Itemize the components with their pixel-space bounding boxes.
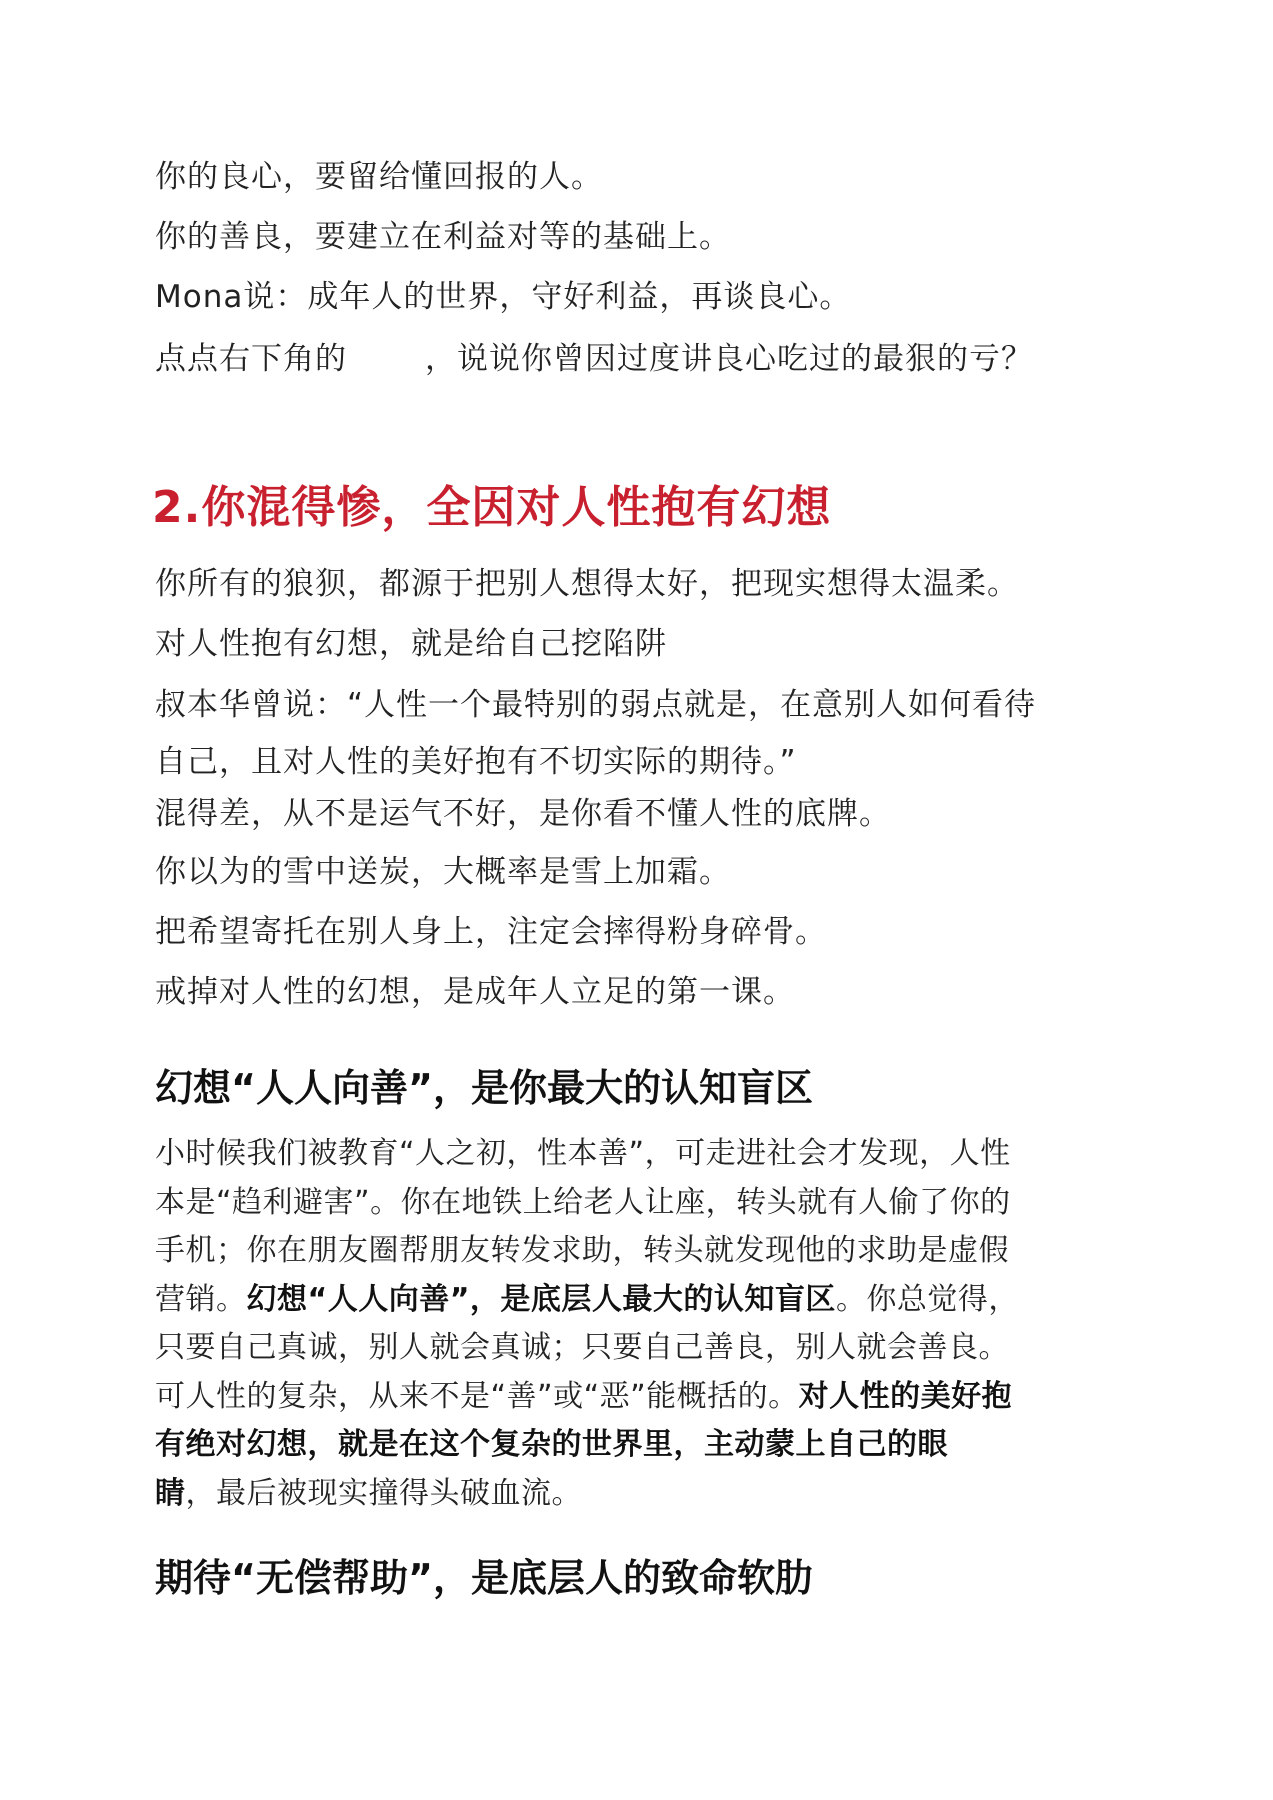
para-text: 可人性的复杂，从来不是“善”或“恶”能概括的。	[155, 1378, 799, 1414]
para-text: ，最后被现实撞得头破血流。	[185, 1475, 582, 1511]
text-line: 对人性抱有幻想，就是给自己挖陷阱	[155, 626, 667, 662]
para-line	[155, 1470, 1120, 1519]
para-bold-text: 幻想“人人向善”，是底层人最大的认知盲区	[246, 1281, 836, 1317]
para-bold-text: 对人性的美好抱	[798, 1378, 1013, 1414]
para-text: 营销。	[155, 1281, 247, 1317]
para-text: 。你总觉得，	[835, 1281, 1019, 1317]
para-bold-text: 睛	[155, 1475, 186, 1511]
text-line: 你以为的雪中送炭，大概率是雪上加霜。	[155, 854, 731, 890]
para-bold-text: 有绝对幻想，就是在这个复杂的世界里，主动蒙上自己的眼	[155, 1427, 948, 1462]
text-line: 你的善良，要建立在利益对等的基础上。	[155, 219, 731, 255]
cta-line	[155, 337, 1033, 381]
text-line: Mona说：成年人的世界，守好利益，再谈良心。	[155, 279, 852, 315]
text-line: 叔本华曾说：“人性一个最特别的弱点就是，在意别人如何看待	[155, 687, 1037, 723]
text-line: 自己，且对人性的美好抱有不切实际的期待。”	[155, 744, 797, 780]
text-line: 你所有的狼狈，都源于把别人想得太好，把现实想得太温柔。	[155, 566, 1019, 602]
paragraph	[155, 1130, 1120, 1518]
para-line: 只要自己真诚，别人就会真诚；只要自己善良，别人就会善良。	[155, 1330, 1009, 1365]
para-line: 小时候我们被教育“人之初，性本善”，可走进社会才发现，人性	[155, 1136, 1011, 1171]
text-line: 把希望寄托在别人身上，注定会摔得粉身碎骨。	[155, 914, 827, 950]
cta-before: 点点右下角的	[155, 341, 347, 377]
para-line	[155, 1373, 1120, 1422]
text-line: 你的良心，要留给懂回报的人。	[155, 159, 603, 195]
para-line	[155, 1276, 1120, 1325]
para-line	[155, 1421, 1120, 1470]
para-line: 本是“趋利避害”。你在地铁上给老人让座，转头就有人偷了你的	[155, 1184, 1011, 1220]
text-line: 戒掉对人性的幻想，是成年人立足的第一课。	[155, 974, 795, 1010]
subsection-heading: 幻想“人人向善”，是你最大的认知盲区	[155, 1066, 813, 1110]
subsection-heading: 期待“无偿帮助”，是底层人的致命软肋	[155, 1556, 813, 1600]
text-line: 混得差，从不是运气不好，是你看不懂人性的底牌。	[155, 796, 891, 832]
section-heading: 2.你混得惨，全因对人性抱有幻想	[152, 482, 832, 533]
para-line: 手机；你在朋友圈帮朋友转发求助，转头就发现他的求助是虚假	[155, 1233, 1009, 1268]
cta-after: ，说说你曾因过度讲良心吃过的最狠的亏？	[425, 341, 1033, 377]
